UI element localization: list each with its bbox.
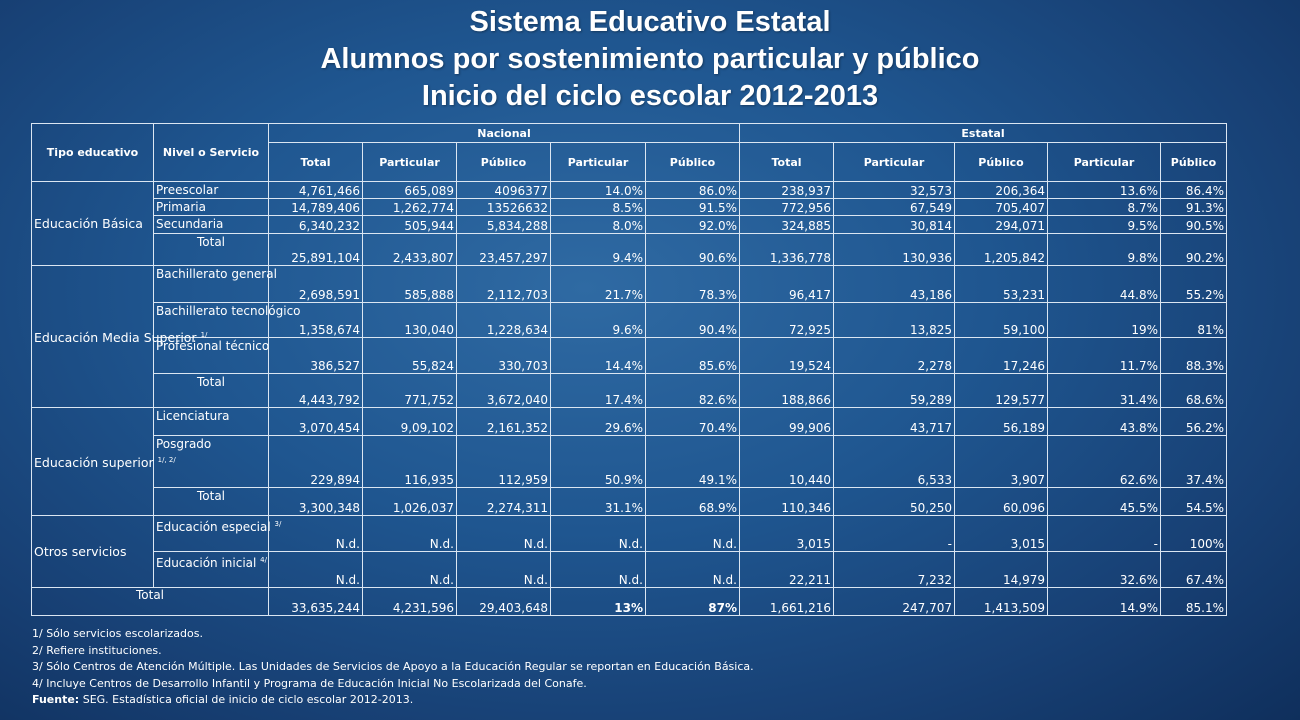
- nivel-label: Posgrado: [156, 437, 212, 451]
- value-cell: 13.6%: [1048, 182, 1161, 199]
- value-cell: 4096377: [457, 182, 551, 199]
- value-cell: 3,672,040: [457, 374, 551, 408]
- value-cell: 85.6%: [646, 338, 740, 374]
- value-cell: 54.5%: [1161, 488, 1227, 516]
- value-cell: 14,979: [955, 552, 1048, 588]
- value-cell: 30,814: [834, 216, 955, 234]
- value-cell: 43,717: [834, 408, 955, 436]
- value-cell: 3,015: [740, 516, 834, 552]
- footnote-ref: 3/: [274, 520, 282, 528]
- value-cell: 9.5%: [1048, 216, 1161, 234]
- value-cell: 19%: [1048, 303, 1161, 338]
- table-row: [32, 488, 1227, 516]
- value-cell: 78.3%: [646, 266, 740, 303]
- note-3: 3/ Sólo Centros de Atención Múltiple. Las Unidades de Servicios de Apoyo a la Educación Regular se reportan en Educación Básica.: [32, 660, 754, 673]
- value-cell: 59,289: [834, 374, 955, 408]
- nivel-label: Preescolar: [156, 183, 219, 197]
- value-cell: 1,336,778: [740, 234, 834, 266]
- value-cell: 1,026,037: [363, 488, 457, 516]
- source-note: [32, 692, 754, 709]
- nivel-label: Educación inicial: [156, 556, 257, 570]
- value-cell: N.d.: [646, 516, 740, 552]
- value-cell: N.d.: [646, 552, 740, 588]
- value-cell: 92.0%: [646, 216, 740, 234]
- value-cell: N.d.: [363, 552, 457, 588]
- value-cell: 45.5%: [1048, 488, 1161, 516]
- value-cell: 68.9%: [646, 488, 740, 516]
- value-cell: 53,231: [955, 266, 1048, 303]
- value-cell: 17.4%: [551, 374, 646, 408]
- nivel-cell: [154, 516, 282, 552]
- value-cell: 21.7%: [551, 266, 646, 303]
- value-cell: 2,433,807: [363, 234, 457, 266]
- footnote-ref: 1/, 2/: [157, 455, 176, 464]
- value-cell: 25,891,104: [269, 234, 363, 266]
- value-cell: 56.2%: [1161, 408, 1227, 436]
- value-cell: 32,573: [834, 182, 955, 199]
- value-cell: 86.4%: [1161, 182, 1227, 199]
- value-cell: 13526632: [457, 199, 551, 216]
- value-cell: 229,894: [269, 436, 363, 488]
- table-row: [32, 436, 1227, 488]
- value-cell: 505,944: [363, 216, 457, 234]
- value-cell: 8.7%: [1048, 199, 1161, 216]
- nivel-label: Bachillerato general: [156, 267, 277, 281]
- nivel-cell: [154, 216, 269, 234]
- value-cell: 44.8%: [1048, 266, 1161, 303]
- nivel-label: Total: [196, 375, 226, 389]
- nivel-cell: [154, 552, 269, 588]
- header-nacional: Nacional: [269, 124, 740, 143]
- value-cell: 86.0%: [646, 182, 740, 199]
- value-cell: -: [1048, 516, 1161, 552]
- value-cell: 2,698,591: [269, 266, 363, 303]
- tipo-educativo-label: Educación superior: [34, 455, 154, 471]
- value-cell: 3,070,454: [269, 408, 363, 436]
- source-text: SEG. Estadística oficial de inicio de ciclo escolar 2012-2013.: [79, 693, 414, 706]
- value-cell: 14.4%: [551, 338, 646, 374]
- total-value-cell: 33,635,244: [269, 588, 363, 616]
- value-cell: 129,577: [955, 374, 1048, 408]
- value-cell: 32.6%: [1048, 552, 1161, 588]
- header-estatal: Estatal: [740, 124, 1227, 143]
- value-cell: 90.2%: [1161, 234, 1227, 266]
- nivel-cell: [154, 338, 269, 374]
- value-cell: 50.9%: [551, 436, 646, 488]
- table-row: [32, 374, 1227, 408]
- nivel-label: Educación especial: [156, 520, 271, 534]
- grand-total-label: Total: [32, 588, 269, 616]
- value-cell: 772,956: [740, 199, 834, 216]
- value-cell: 130,040: [363, 303, 457, 338]
- tipo-educativo-cell: [32, 266, 208, 408]
- col-header: Total: [740, 143, 834, 182]
- nivel-cell: [154, 199, 269, 216]
- value-cell: 70.4%: [646, 408, 740, 436]
- value-cell: 91.3%: [1161, 199, 1227, 216]
- value-cell: 37.4%: [1161, 436, 1227, 488]
- table-row: [32, 516, 1227, 552]
- tipo-educativo-label: Educación Básica: [34, 215, 143, 231]
- value-cell: 2,274,311: [457, 488, 551, 516]
- value-cell: 1,205,842: [955, 234, 1048, 266]
- value-cell: 112,959: [457, 436, 551, 488]
- value-cell: N.d.: [363, 516, 457, 552]
- total-value-cell: 1,661,216: [740, 588, 834, 616]
- nivel-label: Licenciatura: [156, 409, 230, 423]
- value-cell: 50,250: [834, 488, 955, 516]
- table-row: [32, 266, 1227, 303]
- table-row: [32, 408, 1227, 436]
- value-cell: 110,346: [740, 488, 834, 516]
- value-cell: 11.7%: [1048, 338, 1161, 374]
- value-cell: 5,834,288: [457, 216, 551, 234]
- value-cell: 96,417: [740, 266, 834, 303]
- value-cell: 7,232: [834, 552, 955, 588]
- nivel-label: Total: [196, 489, 226, 503]
- value-cell: 116,935: [363, 436, 457, 488]
- value-cell: 23,457,297: [457, 234, 551, 266]
- note-2: 2/ Refiere instituciones.: [32, 643, 162, 657]
- nivel-label: Secundaria: [156, 217, 224, 231]
- value-cell: 9.4%: [551, 234, 646, 266]
- value-cell: 1,358,674: [269, 303, 363, 338]
- value-cell: 386,527: [269, 338, 363, 374]
- value-cell: 31.1%: [551, 488, 646, 516]
- value-cell: 67,549: [834, 199, 955, 216]
- table-row: [32, 234, 1227, 266]
- value-cell: 82.6%: [646, 374, 740, 408]
- value-cell: 60,096: [955, 488, 1048, 516]
- value-cell: N.d.: [269, 516, 363, 552]
- value-cell: 6,340,232: [269, 216, 363, 234]
- table-row: [32, 552, 1227, 588]
- nivel-label: Profesional técnico: [156, 339, 270, 353]
- value-cell: 8.0%: [551, 216, 646, 234]
- value-cell: 29.6%: [551, 408, 646, 436]
- nivel-label: Primaria: [156, 200, 206, 214]
- value-cell: 22,211: [740, 552, 834, 588]
- table-row: [32, 216, 1227, 234]
- total-value-cell: 13%: [551, 588, 646, 616]
- footnotes: [32, 626, 754, 709]
- value-cell: 90.6%: [646, 234, 740, 266]
- total-value-cell: 1,413,509: [955, 588, 1048, 616]
- value-cell: 3,300,348: [269, 488, 363, 516]
- table-row: [32, 303, 1227, 338]
- value-cell: 31.4%: [1048, 374, 1161, 408]
- value-cell: N.d.: [551, 552, 646, 588]
- value-cell: 9.6%: [551, 303, 646, 338]
- tipo-educativo-label: Educación Media Superior: [34, 330, 197, 346]
- col-header: Particular: [834, 143, 955, 182]
- value-cell: N.d.: [269, 552, 363, 588]
- students-table: [31, 123, 1227, 616]
- grand-total-row: [32, 588, 1227, 616]
- col-header: Público: [955, 143, 1048, 182]
- nivel-cell: [154, 488, 269, 516]
- value-cell: 206,364: [955, 182, 1048, 199]
- value-cell: 91.5%: [646, 199, 740, 216]
- col-header: Total: [269, 143, 363, 182]
- col-header: Público: [646, 143, 740, 182]
- total-value-cell: 14.9%: [1048, 588, 1161, 616]
- value-cell: -: [834, 516, 955, 552]
- total-value-cell: 29,403,648: [457, 588, 551, 616]
- value-cell: 55,824: [363, 338, 457, 374]
- value-cell: N.d.: [551, 516, 646, 552]
- nivel-label: Bachillerato tecnológico: [156, 304, 301, 318]
- value-cell: 665,089: [363, 182, 457, 199]
- total-value-cell: 4,231,596: [363, 588, 457, 616]
- nivel-cell: [154, 408, 269, 436]
- total-value-cell: 87%: [646, 588, 740, 616]
- tipo-educativo-cell: [32, 182, 154, 266]
- value-cell: 3,907: [955, 436, 1048, 488]
- tipo-educativo-cell: [32, 408, 176, 516]
- value-cell: 130,936: [834, 234, 955, 266]
- value-cell: 49.1%: [646, 436, 740, 488]
- nivel-cell: [154, 182, 269, 199]
- value-cell: 6,533: [834, 436, 955, 488]
- value-cell: 2,112,703: [457, 266, 551, 303]
- value-cell: 771,752: [363, 374, 457, 408]
- table-row: [32, 182, 1227, 199]
- value-cell: N.d.: [457, 516, 551, 552]
- value-cell: 67.4%: [1161, 552, 1227, 588]
- value-cell: 56,189: [955, 408, 1048, 436]
- col-header: Público: [457, 143, 551, 182]
- value-cell: 43.8%: [1048, 408, 1161, 436]
- value-cell: 188,866: [740, 374, 834, 408]
- note-1: 1/ Sólo servicios escolarizados.: [32, 627, 203, 640]
- value-cell: 14.0%: [551, 182, 646, 199]
- footnote-ref: 4/: [260, 556, 267, 564]
- value-cell: 59,100: [955, 303, 1048, 338]
- col-header: Particular: [551, 143, 646, 182]
- tipo-educativo-label: Otros servicios: [34, 543, 127, 559]
- value-cell: 68.6%: [1161, 374, 1227, 408]
- col-header: Público: [1161, 143, 1227, 182]
- value-cell: 62.6%: [1048, 436, 1161, 488]
- value-cell: 330,703: [457, 338, 551, 374]
- value-cell: 100%: [1161, 516, 1227, 552]
- value-cell: 81%: [1161, 303, 1227, 338]
- nivel-cell: [154, 234, 269, 266]
- nivel-label: Total: [196, 235, 226, 249]
- table-row: [32, 338, 1227, 374]
- total-value-cell: 247,707: [834, 588, 955, 616]
- value-cell: 585,888: [363, 266, 457, 303]
- footnote-ref: 1/: [200, 330, 208, 339]
- value-cell: 1,262,774: [363, 199, 457, 216]
- value-cell: 705,407: [955, 199, 1048, 216]
- table-row: [32, 199, 1227, 216]
- nivel-cell: [154, 266, 277, 303]
- value-cell: 43,186: [834, 266, 955, 303]
- value-cell: 4,443,792: [269, 374, 363, 408]
- slide-title: [0, 4, 1300, 115]
- value-cell: 294,071: [955, 216, 1048, 234]
- value-cell: 9,09,102: [363, 408, 457, 436]
- value-cell: 14,789,406: [269, 199, 363, 216]
- value-cell: 8.5%: [551, 199, 646, 216]
- col-header: Particular: [363, 143, 457, 182]
- title-line-2: Alumnos por sostenimiento particular y público: [320, 43, 980, 75]
- value-cell: 2,161,352: [457, 408, 551, 436]
- tipo-educativo-cell: [32, 516, 154, 588]
- title-line-1: Sistema Educativo Estatal: [469, 6, 831, 38]
- source-label: Fuente:: [32, 693, 80, 706]
- total-value-cell: 85.1%: [1161, 588, 1227, 616]
- value-cell: 90.5%: [1161, 216, 1227, 234]
- col-header: Particular: [1048, 143, 1161, 182]
- value-cell: 13,825: [834, 303, 955, 338]
- value-cell: 1,228,634: [457, 303, 551, 338]
- value-cell: 88.3%: [1161, 338, 1227, 374]
- value-cell: 10,440: [740, 436, 834, 488]
- header-tipo: Tipo educativo: [32, 124, 154, 182]
- value-cell: 55.2%: [1161, 266, 1227, 303]
- nivel-cell: [154, 374, 269, 408]
- value-cell: 72,925: [740, 303, 834, 338]
- value-cell: N.d.: [457, 552, 551, 588]
- value-cell: 9.8%: [1048, 234, 1161, 266]
- value-cell: 2,278: [834, 338, 955, 374]
- value-cell: 238,937: [740, 182, 834, 199]
- header-nivel: Nivel o Servicio: [154, 124, 269, 182]
- value-cell: 17,246: [955, 338, 1048, 374]
- value-cell: 4,761,466: [269, 182, 363, 199]
- value-cell: 324,885: [740, 216, 834, 234]
- value-cell: 99,906: [740, 408, 834, 436]
- title-line-3: Inicio del ciclo escolar 2012-2013: [421, 80, 879, 112]
- value-cell: 90.4%: [646, 303, 740, 338]
- note-4: 4/ Incluye Centros de Desarrollo Infantil y Programa de Educación Inicial No Escolarizada del Conafe.: [32, 676, 587, 690]
- value-cell: 3,015: [955, 516, 1048, 552]
- value-cell: 19,524: [740, 338, 834, 374]
